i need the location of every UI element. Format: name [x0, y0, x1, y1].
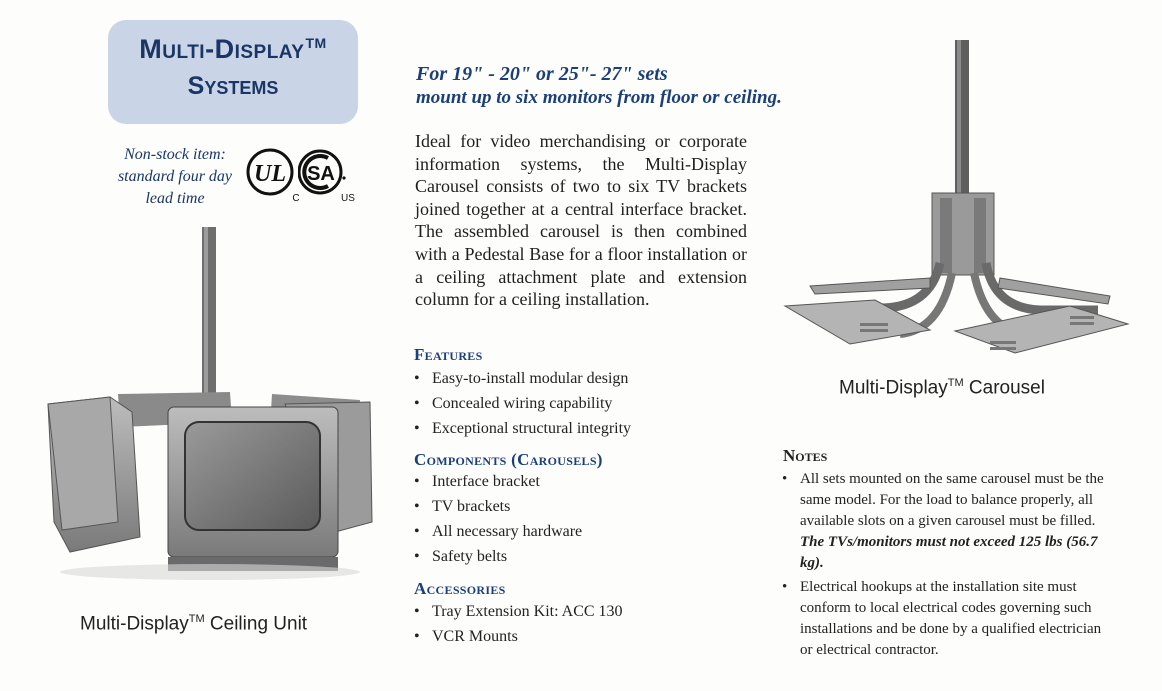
features-heading: Features — [414, 345, 483, 364]
list-item: • Exceptional structural integrity — [414, 416, 631, 441]
note-1: • All sets mounted on the same carousel must be the same model. For the load to balance properly, all available slots on a given carousel must be filled. The TVs/monitors must not exceed 125 lbs (56.7 kg). — [782, 471, 1104, 571]
carousel-photo — [780, 38, 1135, 358]
headline — [416, 62, 782, 110]
accessories-list — [414, 599, 623, 649]
csa-logo-icon — [298, 148, 360, 204]
features-list — [414, 366, 631, 441]
intro-paragraph: Ideal for video merchandising or corporate information systems, the Multi-Display Carousel consists of two to six TV brackets joined together at a central interface bracket. The assembled carousel is then combined with a Pedestal Base for a floor installation or a ceiling attachment plate and extension column for a ceiling installation. — [415, 131, 747, 310]
list-item: • All necessary hardware — [414, 519, 582, 544]
list-item: • Easy-to-install modular design — [414, 366, 631, 391]
ul-logo-icon — [246, 148, 306, 204]
stock-note: Non-stock item: standard four day lead time — [117, 146, 233, 207]
csa-logo-sub: US — [341, 193, 355, 204]
accessories-heading: Accessories — [414, 579, 506, 598]
note-1-text: All sets mounted on the same carousel must be the same model. For the load to balance properly, all available slots on a given carousel must be filled. — [800, 471, 1104, 529]
title-box — [108, 20, 358, 124]
list-item: • TV brackets — [414, 494, 582, 519]
headline-line-1: For 19" - 20" or 25"- 27" sets — [416, 63, 668, 85]
ceiling-unit-photo — [40, 222, 385, 582]
list-item: • Safety belts — [414, 544, 582, 569]
title-line-1: Multi-Display™ — [139, 34, 327, 64]
list-item: • VCR Mounts — [414, 624, 623, 649]
list-item: • Interface bracket — [414, 469, 582, 494]
note-2-text: Electrical hookups at the installation site must conform to local electrical codes governing such installations and be done by a qualified electrician or electrical contractor. — [800, 579, 1102, 658]
ul-logo-text: UL — [254, 161, 286, 187]
ul-logo-sub: C — [292, 193, 300, 204]
note-2: • Electrical hookups at the installation site must conform to local electrical codes governing such installations and be done by a qualified electrician or electrical contractor. — [782, 577, 1112, 661]
headline-line-2: mount up to six monitors from floor or ceiling. — [416, 87, 782, 108]
carousel-caption: Multi-Display™ Carousel — [839, 377, 1045, 399]
note-1-emphasis: The TVs/monitors must not exceed 125 lbs (56.7 kg). — [800, 534, 1098, 571]
list-item: • Tray Extension Kit: ACC 130 — [414, 599, 623, 624]
components-list — [414, 469, 582, 569]
csa-logo-text: SA — [307, 163, 335, 185]
title-line-2: Systems — [187, 72, 279, 100]
components-heading: Components (Carousels) — [414, 450, 603, 469]
list-item: • Concealed wiring capability — [414, 391, 631, 416]
notes-heading: Notes — [783, 446, 828, 465]
ceiling-unit-caption: Multi-Display™ Ceiling Unit — [80, 613, 308, 635]
